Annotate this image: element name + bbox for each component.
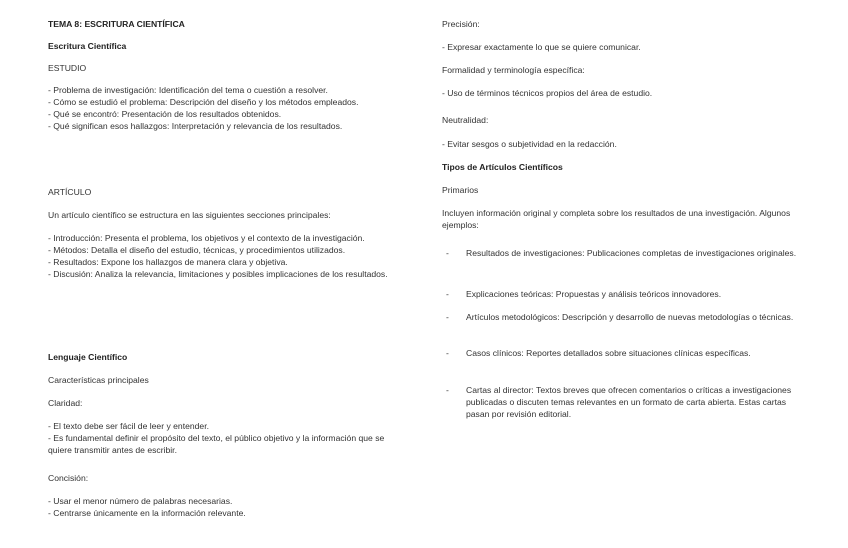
subsection-heading: ESTUDIO bbox=[48, 63, 87, 73]
list-item: - Resultados: Expone los hallazgos de manera clara y objetiva. bbox=[48, 257, 288, 267]
section-heading: Lenguaje Científico bbox=[48, 352, 128, 362]
example-text: Casos clínicos: Reportes detallados sobre situaciones clínicas específicas. bbox=[466, 348, 751, 358]
list-item: - Qué significan esos hallazgos: Interpretación y relevancia de los resultados. bbox=[48, 121, 343, 131]
subsection-heading: ARTÍCULO bbox=[48, 187, 92, 197]
subsection-heading: Concisión: bbox=[48, 473, 89, 483]
section-heading: Escritura Científica bbox=[48, 41, 127, 51]
example-text: Artículos metodológicos: Descripción y desarrollo de nuevas metodologías o técnicas. bbox=[466, 312, 794, 322]
articulo-list bbox=[48, 232, 398, 280]
list-item: - Métodos: Detalla el diseño del estudio, técnicas, y procedimientos utilizados. bbox=[48, 245, 346, 255]
claridad-list bbox=[48, 420, 398, 456]
list-item: - Uso de términos técnicos propios del área de estudio. bbox=[442, 88, 653, 98]
list-item: - Qué se encontró: Presentación de los resultados obtenidos. bbox=[48, 109, 282, 119]
example-text: Cartas al director: Textos breves que ofrecen comentarios o críticas a investigaciones publicadas o discuten temas relevantes en un formato de carta abierta. Estas cartas pasan por revisión editorial. bbox=[466, 385, 792, 419]
list-item: - Problema de investigación: Identificación del tema o cuestión a resolver. bbox=[48, 85, 328, 95]
subsection-heading: Neutralidad: bbox=[442, 115, 489, 125]
dash-bullet-icon: - bbox=[446, 348, 449, 358]
example-text: Explicaciones teóricas: Propuestas y análisis teóricos innovadores. bbox=[466, 289, 722, 299]
paragraph: Incluyen información original y completa sobre los resultados de una investigación. Algunos ejemplos: bbox=[442, 208, 791, 230]
list-item: - El texto debe ser fácil de leer y entender. bbox=[48, 421, 209, 431]
document-title: TEMA 8: ESCRITURA CIENTÍFICA bbox=[48, 19, 185, 29]
list-item: - Usar el menor número de palabras necesarias. bbox=[48, 496, 233, 506]
estudio-list bbox=[48, 84, 398, 132]
subsection-heading: Claridad: bbox=[48, 398, 83, 408]
example-item bbox=[442, 311, 806, 323]
example-item bbox=[442, 247, 806, 259]
list-item: - Introducción: Presenta el problema, los objetivos y el contexto de la investigación. bbox=[48, 233, 365, 243]
list-item: - Cómo se estudió el problema: Descripción del diseño y los métodos empleados. bbox=[48, 97, 359, 107]
subsection-heading: Formalidad y terminología específica: bbox=[442, 65, 585, 75]
example-text: Resultados de investigaciones: Publicaciones completas de investigaciones originales. bbox=[466, 248, 797, 258]
concision-list bbox=[48, 495, 398, 519]
list-item: - Discusión: Analiza la relevancia, limitaciones y posibles implicaciones de los resultados. bbox=[48, 269, 388, 279]
list-item: - Expresar exactamente lo que se quiere comunicar. bbox=[442, 42, 641, 52]
subsection-heading: Características principales bbox=[48, 375, 149, 385]
list-item: - Evitar sesgos o subjetividad en la redacción. bbox=[442, 139, 617, 149]
dash-bullet-icon: - bbox=[446, 312, 449, 322]
subsection-heading: Precisión: bbox=[442, 19, 480, 29]
dash-bullet-icon: - bbox=[446, 289, 449, 299]
example-item bbox=[442, 288, 806, 300]
subsection-heading: Primarios bbox=[442, 185, 479, 195]
dash-bullet-icon: - bbox=[446, 248, 449, 258]
example-item bbox=[442, 384, 806, 420]
example-item bbox=[442, 347, 806, 359]
section-heading: Tipos de Artículos Científicos bbox=[442, 162, 563, 172]
paragraph: Un artículo científico se estructura en las siguientes secciones principales: bbox=[48, 210, 331, 220]
list-item: - Es fundamental definir el propósito del texto, el público objetivo y la información que se quiere transmitir antes de escribir. bbox=[48, 433, 385, 455]
list-item: - Centrarse únicamente en la información relevante. bbox=[48, 508, 246, 518]
dash-bullet-icon: - bbox=[446, 385, 449, 395]
